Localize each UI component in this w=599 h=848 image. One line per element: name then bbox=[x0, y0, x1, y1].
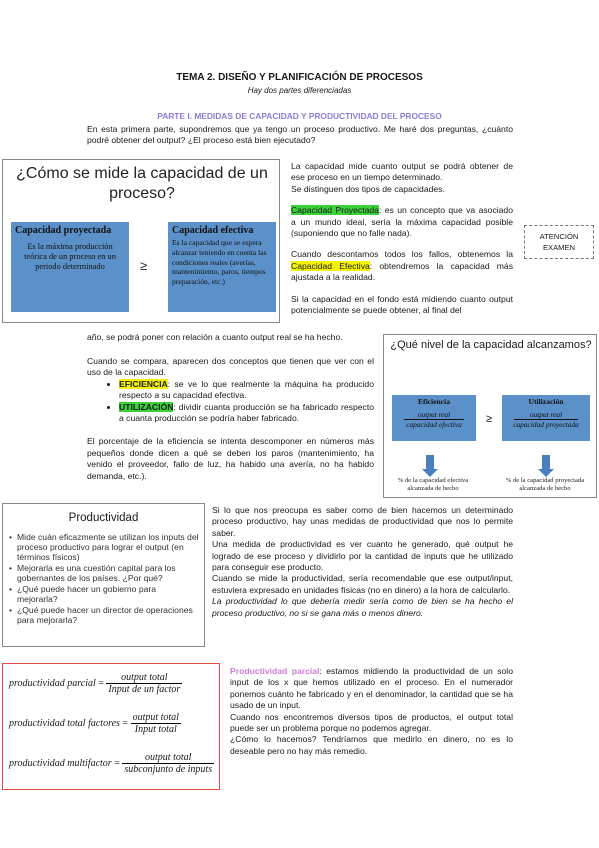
attention-line2: EXAMEN bbox=[542, 243, 576, 252]
capacity-types-paragraph: Se distinguen dos tipos de capacidades. bbox=[291, 183, 445, 194]
productividad-bullet-text: Mide cuán eficazmente se utilizan los inputs del proceso productivo para lograr el output (en términos físicos) bbox=[17, 532, 199, 562]
arrow-down-icon bbox=[542, 455, 550, 469]
page-title: TEMA 2. DISEÑO Y PLANIFICACIÓN DE PROCESOS bbox=[176, 72, 423, 83]
continuation-paragraph: año, se podrá poner con relación a cuanto output real se ha hecho. bbox=[87, 332, 343, 342]
productividad-bullet bbox=[9, 605, 199, 625]
capacity-efectiva-text: Es la capacidad que se espera alcanzar teniendo en cuenta las condiciones reales (averías, mantenimiento, paros, tiempos preparación, etc.) bbox=[172, 238, 267, 287]
productividad-parcial-label: Productividad parcial bbox=[230, 666, 320, 676]
productividad-bullets bbox=[9, 532, 199, 626]
productividad-explanation bbox=[212, 505, 513, 619]
slide-capacity-level bbox=[383, 334, 597, 498]
bullet-icon: • bbox=[9, 584, 13, 594]
utilizacion-desc: : dividir cuanta producción se ha fabricado respecto a cuanta producción se podría haber fabricado. bbox=[119, 401, 374, 424]
productividad-bullet bbox=[9, 584, 199, 604]
formula-productividad-multifactor bbox=[9, 752, 214, 775]
eficiencia-box-title: Eficiencia bbox=[417, 397, 451, 406]
utilizacion-label: UTILIZACIÓN bbox=[119, 401, 174, 412]
greater-equal-symbol-2: ≥ bbox=[486, 413, 493, 425]
bullet-icon: • bbox=[9, 563, 13, 573]
productividad-bullet-text: ¿Qué puede hacer un director de operaciones para mejorarla? bbox=[17, 605, 193, 625]
capacity-efectiva-paragraph bbox=[291, 249, 513, 283]
attention-line1: ATENCIÓN bbox=[539, 232, 579, 241]
utilizacion-denominator: capacidad proyectada bbox=[513, 420, 579, 429]
efficiency-paragraph: El porcentaje de la eficiencia se intenta descomponer en números más pequeños donde dicen a qué se deben los paros (mantenimiento, ha venido el proveedor, fallo de luz, ha habido una avería, no ha habido demanda, etc.). bbox=[87, 436, 374, 481]
f2-eq: = bbox=[122, 717, 129, 729]
productividad-parcial-desc: : estamos midiendo la productividad de un solo input de los x que hemos utilizado en el proceso. En el numerador ponemos cuánto he fabricado y en el denominador, la cantidad que se ha usado de un input. bbox=[230, 666, 513, 711]
utilizacion-numerator: output real bbox=[514, 410, 578, 420]
concept-utilizacion bbox=[119, 402, 374, 425]
f2-denominator: Input total bbox=[134, 724, 177, 735]
capacity-output-paragraph: Si la capacidad en el fondo está midiendo cuanto output potencialmente se puede obtener, al final del bbox=[291, 293, 513, 316]
capacity-explanation bbox=[291, 161, 513, 316]
f3-eq: = bbox=[114, 757, 120, 769]
capacity-proyectada-desc: : es un concepto que va asociado a un mundo ideal, sería la máxima capacidad posible (suponiendo que no falle nada). bbox=[291, 205, 513, 239]
capacity-efectiva-label: Capacidad Efectiva bbox=[291, 260, 370, 271]
capacity-efectiva-box bbox=[168, 222, 276, 312]
eficiencia-desc: : se ve lo que realmente la máquina ha producido respecto a su capacidad efectiva. bbox=[119, 378, 374, 401]
utilizacion-box bbox=[502, 395, 590, 441]
bullet-icon: • bbox=[9, 532, 13, 542]
formula-productividad-total bbox=[9, 712, 181, 735]
f1-eq: = bbox=[98, 677, 104, 689]
capacity-proyectada-label: Capacidad Proyectada bbox=[291, 205, 379, 216]
f1-lhs: productividad parcial bbox=[9, 677, 96, 689]
bullet-icon: • bbox=[9, 605, 13, 615]
formulas-box bbox=[2, 663, 220, 790]
formula-productividad-parcial bbox=[9, 672, 182, 695]
productividad-p2: Una medida de productividad es ver cuanto he generado, qué output he logrado de ese proceso y dividirlo por la cantidad de inputs que he utilizado para conseguir ese producto. bbox=[212, 539, 513, 573]
productividad-bullet-text: ¿Qué puede hacer un gobierno para mejorarla? bbox=[17, 584, 157, 604]
concept-eficiencia bbox=[119, 379, 374, 402]
capacity-efectiva-desc: : obtendremos la capacidad más ajustada a la realidad. bbox=[291, 260, 513, 283]
capacity-proyectada-title: Capacidad proyectada bbox=[15, 225, 112, 236]
capacity-proyectada-text: Es la máxima producción teórica de un proceso en un periodo determinado bbox=[24, 242, 116, 271]
slide-capacity bbox=[2, 159, 280, 323]
f2-lhs: productividad total factores bbox=[9, 717, 120, 729]
slide-productividad-title: Productividad bbox=[68, 512, 139, 524]
eficiencia-denominator: capacidad efectiva bbox=[406, 420, 462, 429]
productividad-p1: Si lo que nos preocupa es saber como de bien hacemos un determinado proceso productivo, hay unas medidas de productividad que nos lo permite saber. bbox=[212, 505, 513, 538]
capacity-efectiva-title: Capacidad efectiva bbox=[172, 225, 254, 236]
productividad-p4: La productividad lo que debería medir sería como de bien se ha hecho el proceso productivo, no si se gana más o menos dinero. bbox=[212, 596, 513, 618]
eficiencia-caption: % de la capacidad efectiva alcanzada de hecho bbox=[397, 477, 469, 492]
productividad-parcial-paragraph bbox=[230, 666, 513, 712]
utilizacion-caption: % de la capacidad proyectada alcanzada de hecho bbox=[505, 477, 585, 492]
concepts-list bbox=[105, 379, 374, 425]
productividad-parcial-p3: ¿Cómo lo hacemos? Tendríamos que medirlo en dinero, no es lo deseable pero no hay más remedio. bbox=[230, 734, 513, 756]
f3-numerator: output total bbox=[122, 752, 214, 764]
capacity-proyectada-box bbox=[11, 222, 129, 312]
concepts-intro: Cuando se compara, aparecen dos conceptos que tienen que ver con el uso de la capacidad. bbox=[87, 356, 374, 378]
concepts-section bbox=[87, 356, 374, 482]
capacity-efectiva-pre: Cuando descontamos todos los fallos, obtenemos la bbox=[291, 249, 513, 260]
greater-equal-symbol: ≥ bbox=[140, 258, 148, 273]
eficiencia-box bbox=[392, 395, 476, 441]
arrow-down-icon bbox=[426, 455, 434, 469]
productividad-parcial-explanation bbox=[230, 666, 513, 757]
slide-productividad bbox=[2, 503, 205, 647]
capacity-proyectada-paragraph bbox=[291, 205, 513, 239]
intro-paragraph: En esta primera parte, supondremos que ya tengo un proceso productivo. Me haré dos preguntas, ¿cuánto podré obtener del output? ¿El proceso está bien ejecutado? bbox=[87, 124, 513, 146]
eficiencia-numerator: output real bbox=[404, 410, 464, 420]
attention-exam-badge bbox=[524, 225, 594, 259]
eficiencia-label: EFICIENCIA bbox=[119, 378, 168, 389]
part-title: PARTE I. MEDIDAS DE CAPACIDAD Y PRODUCTIVIDAD DEL PROCESO bbox=[157, 111, 442, 121]
productividad-bullet bbox=[9, 563, 199, 583]
f3-lhs: productividad multifactor bbox=[9, 757, 112, 769]
f2-numerator: output total bbox=[132, 712, 179, 723]
f1-numerator: output total bbox=[106, 672, 182, 684]
page-subtitle: Hay dos partes diferenciadas bbox=[247, 86, 352, 95]
productividad-p3: Cuando se mide la productividad, sería recomendable que ese output/input, estuviera expresado en unidades físicas (no en dinero) a la hora de calcularlo. bbox=[212, 573, 513, 595]
slide-capacity-title: ¿Cómo se mide la capacidad de un proceso? bbox=[16, 165, 268, 202]
f1-denominator: Input de un factor bbox=[108, 684, 181, 695]
productividad-bullet bbox=[9, 532, 199, 562]
productividad-parcial-p2: Cuando nos encontremos diversos tipos de productos, el output total puede ser un problema porque no podemos agregar. bbox=[230, 711, 513, 734]
capacity-paragraph: La capacidad mide cuanto output se podrá obtener de ese proceso en un tiempo determinado. bbox=[291, 161, 513, 183]
utilizacion-box-title: Utilización bbox=[528, 397, 564, 406]
f3-denominator: subconjunto de inputs bbox=[124, 764, 213, 775]
productividad-bullet-text: Mejorarla es una cuestión capital para los gobernantes de los países. ¿Por qué? bbox=[17, 563, 176, 583]
slide-capacity-level-title: ¿Qué nivel de la capacidad alcanzamos? bbox=[390, 339, 592, 351]
